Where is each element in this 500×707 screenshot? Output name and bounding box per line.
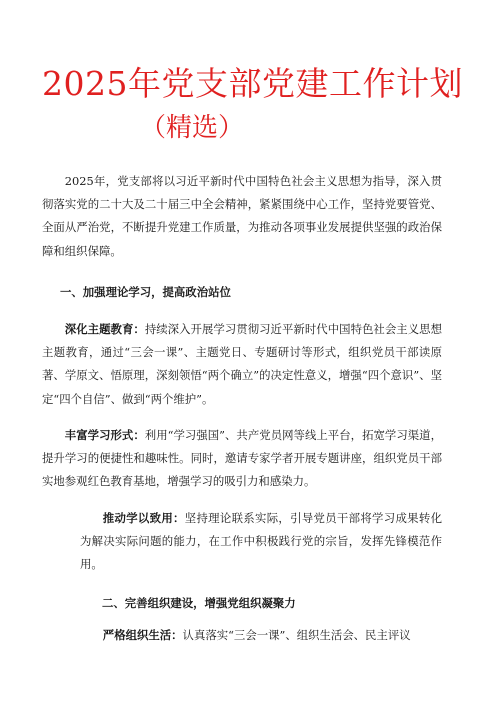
intro-paragraph: 2025年，党支部将以习近平新时代中国特色社会主义思想为指导，深入贯彻落实党的二十大及二十届三中全会精神，紧紧围绕中心工作，坚持党要管党、全面从严治党，不断提升党建工作质量，为推动各项事业发展提供坚强的政治保障和组织保障。 — [42, 174, 442, 258]
section-2-heading: 二、完善组织建设，增强党组织凝聚力 — [102, 596, 296, 610]
document-subtitle: （精选） — [140, 113, 245, 143]
item-lead: 严格组织生活： — [102, 628, 183, 642]
section-2-item-1 — [80, 624, 442, 647]
section-1-item-1 — [42, 318, 442, 411]
item-lead: 深化主题教育： — [64, 322, 145, 336]
item-lead: 丰富学习形式： — [64, 428, 145, 442]
section-1-item-2 — [42, 424, 442, 494]
item-text: 认真落实“三会一课”、组织生活会、民主评议 — [182, 628, 411, 642]
item-text: 坚持理论联系实际，引导党员干部将学习成果转化为解决实际问题的能力，在工作中积极践行党的宗旨，发挥先锋模范作用。 — [80, 511, 442, 572]
item-text: 利用“学习强国”、共产党员网等线上平台，拓宽学习渠道，提升学习的便捷性和趣味性。同时，邀请专家学者开展专题讲座，组织党员干部实地参观红色教育基地，增强学习的吸引力和感染力。 — [42, 428, 442, 489]
section-1-item-3 — [80, 507, 442, 577]
section-1-heading: 一、加强理论学习，提高政治站位 — [60, 285, 231, 299]
item-lead: 推动学以致用： — [102, 511, 185, 525]
item-text: 持续深入开展学习贯彻习近平新时代中国特色社会主义思想主题教育，通过“三会一课”、主题党日、专题研讨等形式，组织党员干部读原著、学原文、悟原理，深刻领悟“两个确立”的决定性意义，增强“四个意识”、坚定“四个自信”、做到“两个维护”。 — [42, 322, 442, 406]
document-title: 2025年党支部党建工作计划 — [42, 64, 463, 103]
